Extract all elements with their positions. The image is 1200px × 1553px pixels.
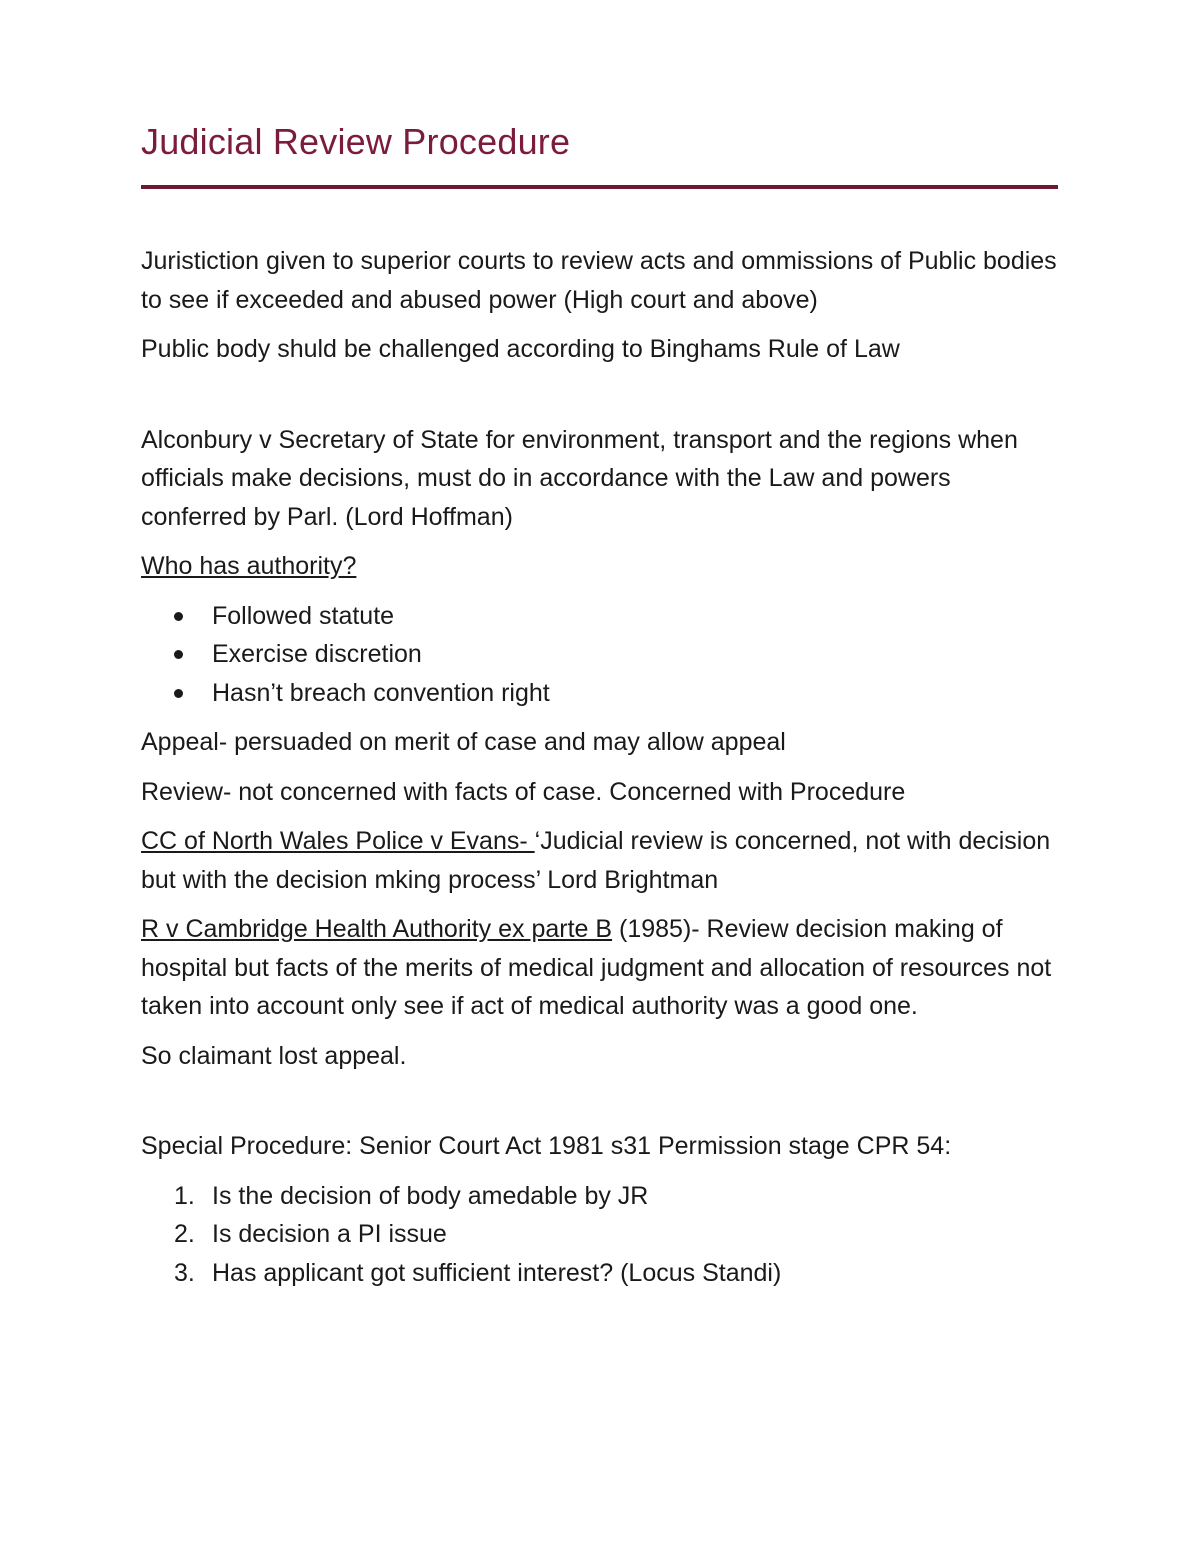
authority-bullet-list xyxy=(141,597,1061,713)
paragraph-alconbury: Alconbury v Secretary of State for environment, transport and the regions when officials make decisions, must do in accordance with the Law and powers conferred by Parl. (Lord Hoffman) xyxy=(141,425,1018,531)
bullet-icon xyxy=(174,689,183,698)
list-item: 3. Has applicant got sufficient interest? (Locus Standi) xyxy=(141,1254,1061,1293)
list-item: Hasn’t breach convention right xyxy=(141,674,1061,713)
bullet-icon xyxy=(174,650,183,659)
list-item: Exercise discretion xyxy=(141,635,1061,674)
case-name: CC of North Wales Police v Evans- xyxy=(141,827,535,855)
paragraph-jurisdiction: Juristiction given to superior courts to review acts and ommissions of Public bodies to see if exceeded and abused power (High court and above) xyxy=(141,247,1057,314)
procedure-numbered-list xyxy=(141,1177,1061,1293)
list-item: Followed statute xyxy=(141,597,1061,636)
page-title: Judicial Review Procedure xyxy=(141,121,571,162)
heading-who-has-authority: Who has authority? xyxy=(141,552,357,580)
list-item: 2. Is decision a PI issue xyxy=(141,1215,1061,1254)
paragraph-appeal: Appeal- persuaded on merit of case and may allow appeal xyxy=(141,728,786,756)
list-number: 1. xyxy=(174,1181,195,1210)
paragraph-special-procedure: Special Procedure: Senior Court Act 1981 s31 Permission stage CPR 54: xyxy=(141,1132,952,1160)
title-divider xyxy=(141,185,1058,189)
paragraph-public-body: Public body shuld be challenged according to Binghams Rule of Law xyxy=(141,335,900,363)
document-body xyxy=(141,242,1061,1303)
list-item: 1. Is the decision of body amedable by JR xyxy=(141,1177,1061,1216)
case-name: R v Cambridge Health Authority ex parte B xyxy=(141,915,613,943)
paragraph-cambridge-case: R v Cambridge Health Authority ex parte B (1985)- Review decision making of hospital but facts of the merits of medical judgment and allocation of resources not taken into account only see if act of medical authority was a good one. xyxy=(141,915,1052,1020)
list-number: 2. xyxy=(174,1220,195,1248)
bullet-icon xyxy=(174,612,183,621)
paragraph-evans-case: CC of North Wales Police v Evans- ‘Judicial review is concerned, not with decision but with the decision mking process’ Lord Brightman xyxy=(141,827,1051,894)
list-number: 3. xyxy=(174,1258,195,1287)
paragraph-review: Review- not concerned with facts of case. Concerned with Procedure xyxy=(141,777,906,806)
paragraph-claimant-lost: So claimant lost appeal. xyxy=(141,1041,407,1070)
